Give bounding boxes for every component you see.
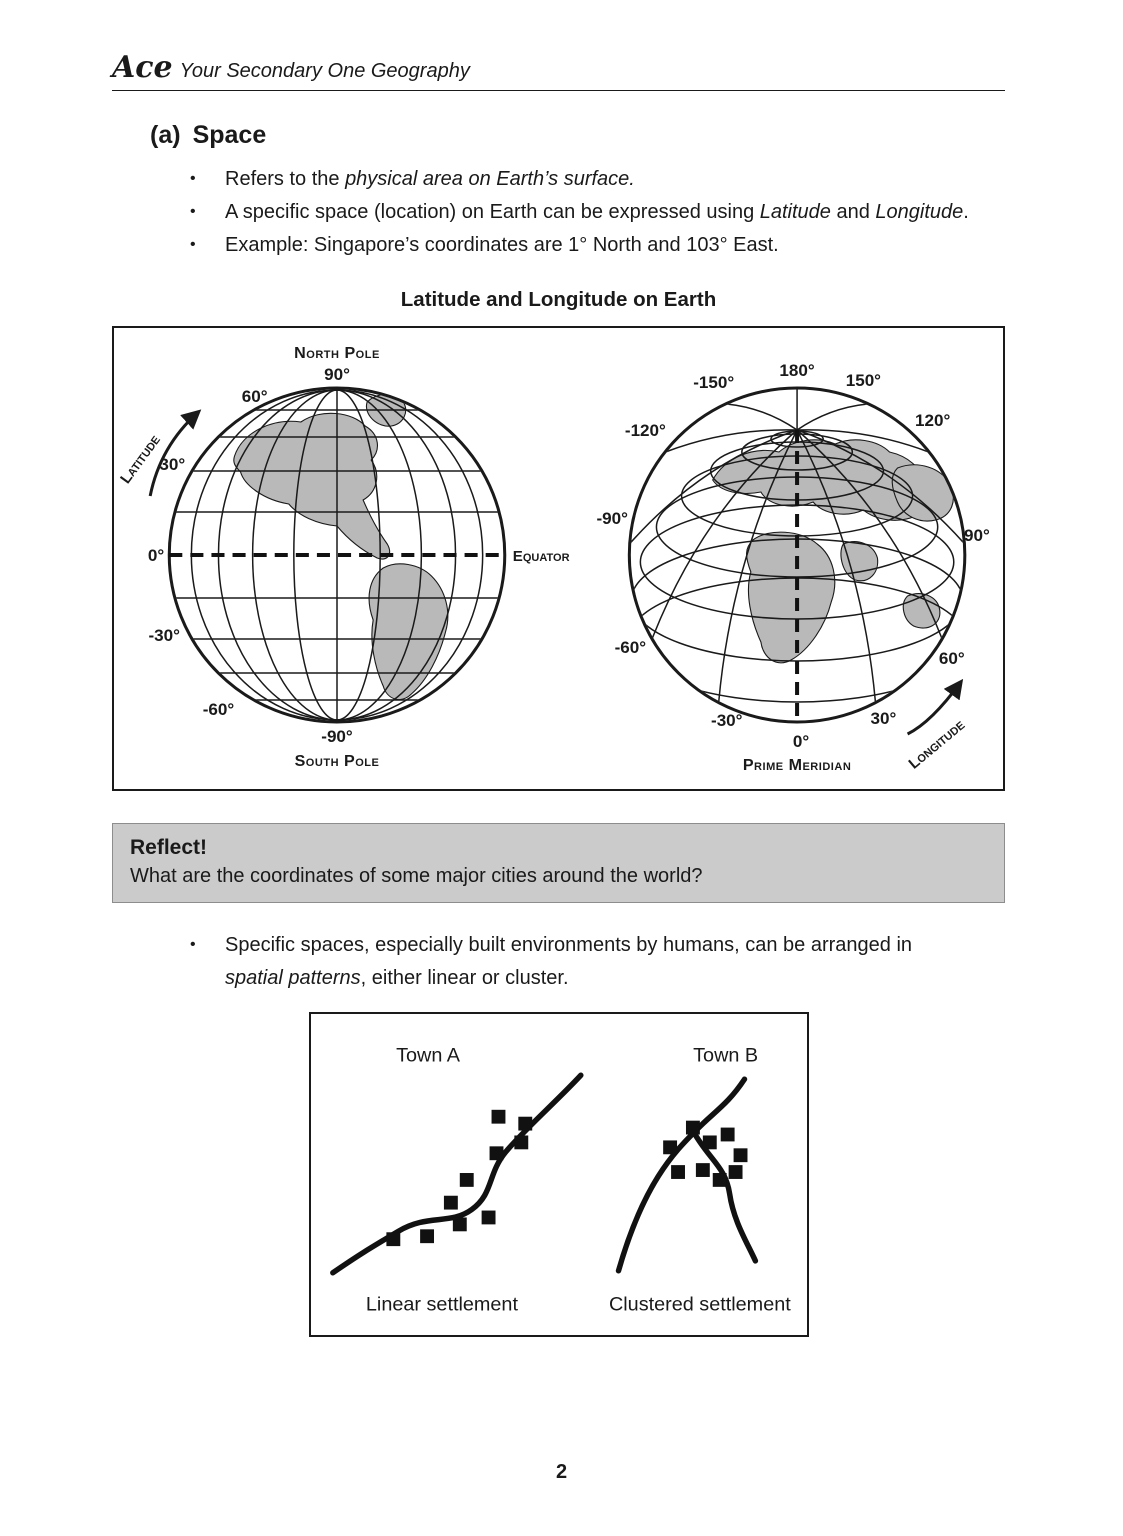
lon-60-label: 60° [938, 649, 965, 669]
longitude-globe [597, 361, 990, 774]
page-header [112, 50, 1005, 91]
reflect-box [112, 823, 1005, 903]
bullet-item [190, 229, 1005, 262]
globes-figure [112, 326, 1005, 791]
globes-diagram [114, 328, 1003, 789]
linear-settlement-label: Linear settlement [365, 1293, 518, 1316]
spatial-bullet-list [190, 929, 1005, 994]
lat-0-label: 0° [147, 546, 165, 566]
latitude-arrow [150, 412, 198, 496]
clustered-settlement-label: Clustered settlement [608, 1293, 791, 1316]
linear-settlement-drawing [332, 1045, 580, 1316]
town-b-label: Town B [692, 1044, 758, 1067]
bullet-text: A specific space (location) on Earth can be expressed using Latitude and Longitude. [225, 200, 969, 223]
lon-m30-label: -30° [711, 711, 743, 731]
lat-m90-label: -90° [321, 727, 353, 747]
lon-0-label: 0° [792, 732, 810, 752]
page-number: 2 [555, 1461, 568, 1483]
lon-m150-label: -150° [693, 373, 735, 393]
latitude-axis-label: Latitude [117, 432, 164, 488]
equator-label: Equator [512, 548, 570, 566]
lon-150-label: 150° [845, 371, 882, 391]
lon-m60-label: -60° [614, 638, 647, 658]
lat-30-label: 30° [159, 455, 186, 475]
lat-90-label: 90° [324, 365, 350, 385]
bullet-text: Refers to the physical area on Earth’s surface. [225, 168, 635, 190]
town-a-label: Town A [395, 1044, 460, 1067]
section-heading [150, 121, 1005, 150]
lat-m60-label: -60° [202, 700, 235, 720]
lat-m30-label: -30° [148, 626, 180, 646]
settlements-diagram [311, 1014, 807, 1335]
figure-title: Latitude and Longitude on Earth [400, 288, 717, 312]
longitude-axis-label: Longitude [905, 716, 969, 774]
bullet-dot: • [190, 170, 196, 187]
header-row [112, 50, 1005, 85]
settlements-figure [309, 1012, 809, 1337]
header-title: Your Secondary One Geography [179, 60, 470, 82]
latitude-globe [117, 344, 570, 770]
brand-logo-text: Ace [112, 50, 173, 85]
bullet-text: Specific spaces, especially built environments by humans, can be arranged in spatial patterns, either linear or cluster. [225, 934, 913, 989]
lon-90-label: 90° [963, 526, 990, 546]
section-title: Space [192, 121, 267, 149]
clustered-settlement-drawing [608, 1045, 790, 1316]
lon-180-label: 180° [779, 361, 815, 381]
bullet-dot: • [190, 936, 196, 954]
south-pole-label: South Pole [294, 752, 380, 771]
reflect-title: Reflect! [130, 836, 208, 860]
reflect-question: What are the coordinates of some major cities around the world? [130, 865, 703, 888]
linear-road [332, 1075, 580, 1273]
bullet-item [190, 929, 1005, 994]
bullet-item [190, 163, 1005, 196]
north-pole-label: North Pole [294, 344, 380, 363]
section-label: (a) [150, 121, 181, 149]
bullet-item [190, 196, 1005, 229]
header-divider [112, 90, 1005, 91]
lon-m120-label: -120° [624, 421, 666, 441]
lat-60-label: 60° [241, 387, 268, 407]
lon-m90-label: -90° [596, 509, 628, 529]
space-bullet-list [190, 163, 1005, 261]
lon-30-label: 30° [870, 709, 897, 729]
bullet-dot: • [190, 202, 196, 220]
americas-continents [234, 395, 448, 700]
bullet-text: Example: Singapore’s coordinates are 1° North and 103° East. [225, 233, 779, 256]
prime-meridian-label: Prime Meridian [742, 756, 852, 775]
bullet-dot: • [190, 235, 196, 253]
lon-120-label: 120° [915, 411, 951, 431]
